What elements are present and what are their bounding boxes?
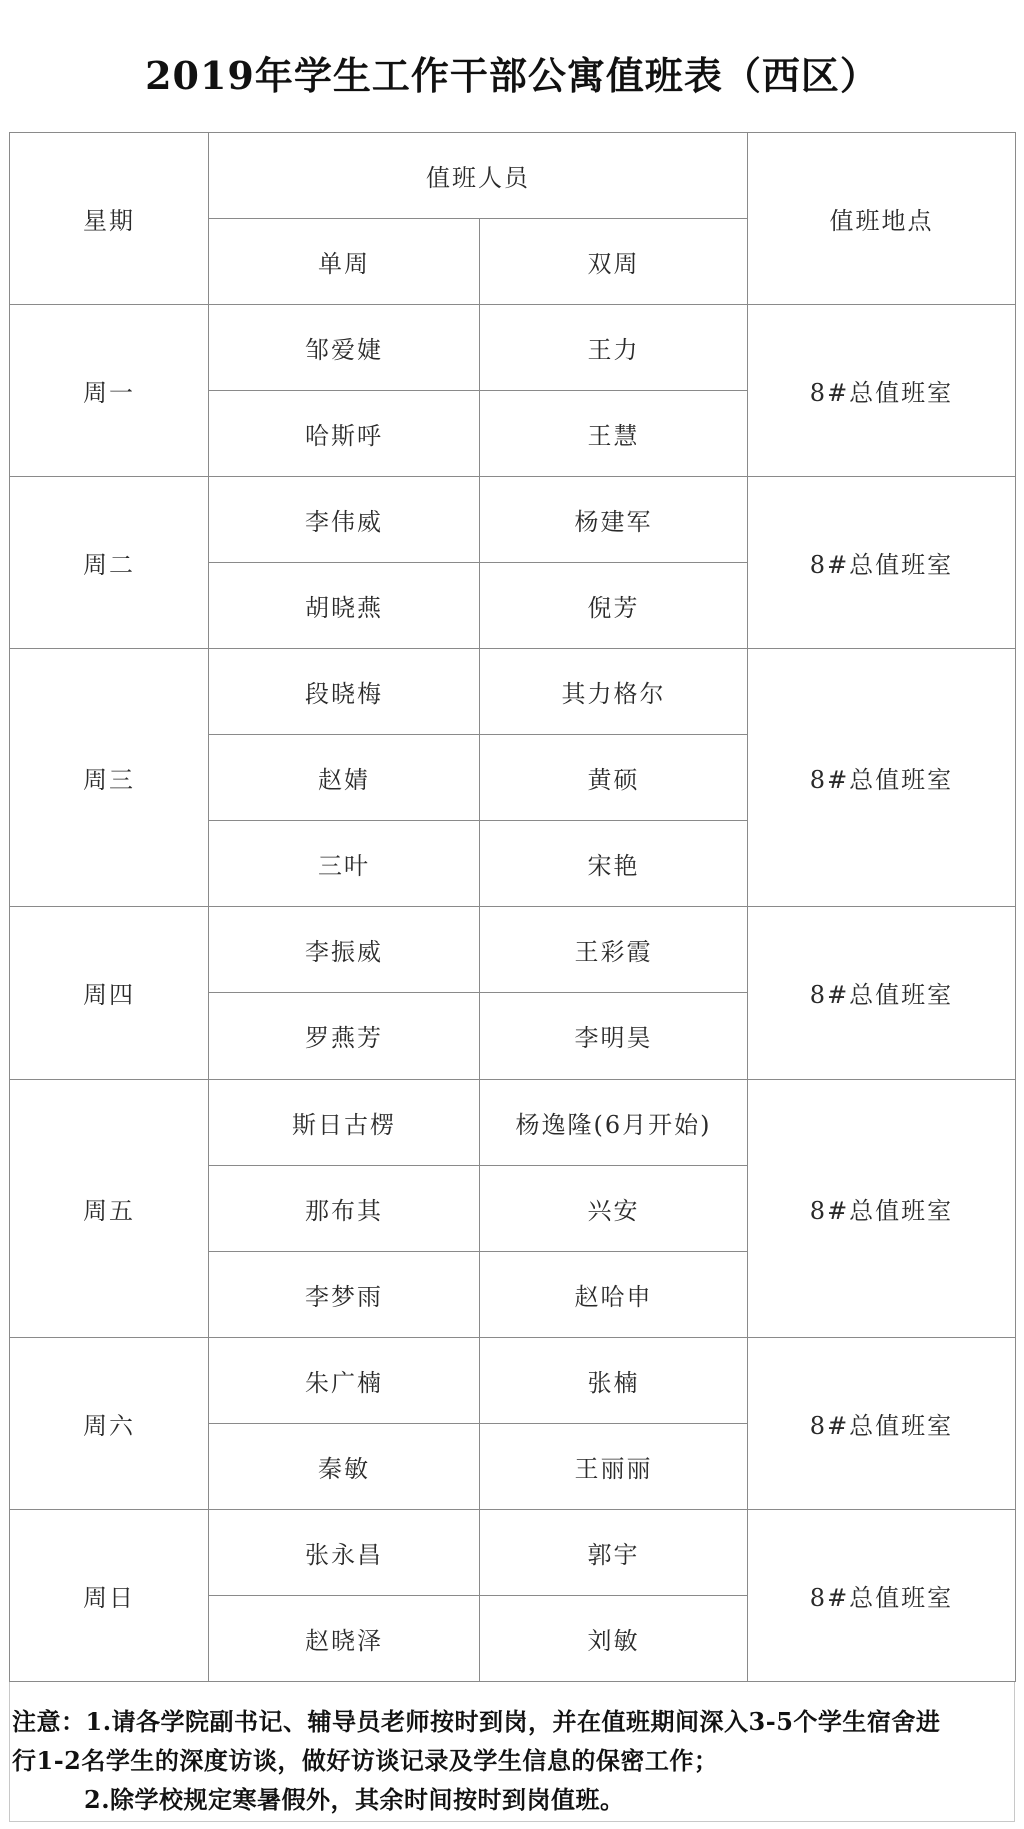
table-row <box>10 305 1016 391</box>
duty-schedule-table <box>9 132 1016 1682</box>
odd-week-staff-cell: 三叶 <box>209 821 480 907</box>
weekday-cell: 周六 <box>10 1337 209 1509</box>
header-even-week: 双周 <box>480 219 748 305</box>
table-row <box>10 907 1016 993</box>
even-week-staff-cell: 其力格尔 <box>480 649 748 735</box>
location-cell: 8#总值班室 <box>748 1079 1016 1337</box>
even-week-staff-cell: 王力 <box>480 305 748 391</box>
location-cell: 8#总值班室 <box>748 1509 1016 1681</box>
table-row <box>10 1079 1016 1165</box>
location-cell: 8#总值班室 <box>748 907 1016 1079</box>
header-weekday: 星期 <box>10 133 209 305</box>
weekday-cell: 周四 <box>10 907 209 1079</box>
schedule-body <box>10 133 1016 1682</box>
even-week-staff-cell: 郭宇 <box>480 1509 748 1595</box>
header-staff: 值班人员 <box>209 133 748 219</box>
table-row <box>10 477 1016 563</box>
odd-week-staff-cell: 赵婧 <box>209 735 480 821</box>
even-week-staff-cell: 兴安 <box>480 1165 748 1251</box>
table-row <box>10 649 1016 735</box>
table-row <box>10 1337 1016 1423</box>
note-line-2: 行1-2名学生的深度访谈，做好访谈记录及学生信息的保密工作； <box>12 1746 719 1775</box>
even-week-staff-cell: 黄硕 <box>480 735 748 821</box>
odd-week-staff-cell: 斯日古楞 <box>209 1079 480 1165</box>
location-cell: 8#总值班室 <box>748 305 1016 477</box>
even-week-staff-cell: 王彩霞 <box>480 907 748 993</box>
odd-week-staff-cell: 邹爱婕 <box>209 305 480 391</box>
even-week-staff-cell: 李明昊 <box>480 993 748 1079</box>
weekday-cell: 周二 <box>10 477 209 649</box>
weekday-cell: 周一 <box>10 305 209 477</box>
even-week-staff-cell: 杨建军 <box>480 477 748 563</box>
weekday-cell: 周五 <box>10 1079 209 1337</box>
even-week-staff-cell: 张楠 <box>480 1337 748 1423</box>
odd-week-staff-cell: 段晓梅 <box>209 649 480 735</box>
note-line-3: 2.除学校规定寒暑假外，其余时间按时到岗值班。 <box>84 1785 625 1814</box>
notes-section <box>9 1682 1015 1822</box>
even-week-staff-cell: 王慧 <box>480 391 748 477</box>
odd-week-staff-cell: 罗燕芳 <box>209 993 480 1079</box>
header-odd-week: 单周 <box>209 219 480 305</box>
odd-week-staff-cell: 李伟威 <box>209 477 480 563</box>
header-location: 值班地点 <box>748 133 1016 305</box>
odd-week-staff-cell: 李振威 <box>209 907 480 993</box>
location-cell: 8#总值班室 <box>748 649 1016 907</box>
odd-week-staff-cell: 那布其 <box>209 1165 480 1251</box>
odd-week-staff-cell: 张永昌 <box>209 1509 480 1595</box>
even-week-staff-cell: 王丽丽 <box>480 1423 748 1509</box>
odd-week-staff-cell: 李梦雨 <box>209 1251 480 1337</box>
page-title: 2019年学生工作干部公寓值班表（西区） <box>145 53 879 98</box>
weekday-cell: 周日 <box>10 1509 209 1681</box>
even-week-staff-cell: 刘敏 <box>480 1595 748 1681</box>
odd-week-staff-cell: 胡晓燕 <box>209 563 480 649</box>
even-week-staff-cell: 宋艳 <box>480 821 748 907</box>
even-week-staff-cell: 赵哈申 <box>480 1251 748 1337</box>
location-cell: 8#总值班室 <box>748 1337 1016 1509</box>
header-row <box>10 133 1016 219</box>
even-week-staff-cell: 杨逸隆(6月开始) <box>480 1079 748 1165</box>
note-line-1: 注意：1.请各学院副书记、辅导员老师按时到岗，并在值班期间深入3-5个学生宿舍进 <box>12 1707 941 1736</box>
odd-week-staff-cell: 朱广楠 <box>209 1337 480 1423</box>
even-week-staff-cell: 倪芳 <box>480 563 748 649</box>
odd-week-staff-cell: 哈斯呼 <box>209 391 480 477</box>
odd-week-staff-cell: 赵晓泽 <box>209 1595 480 1681</box>
odd-week-staff-cell: 秦敏 <box>209 1423 480 1509</box>
location-cell: 8#总值班室 <box>748 477 1016 649</box>
table-row <box>10 1509 1016 1595</box>
weekday-cell: 周三 <box>10 649 209 907</box>
